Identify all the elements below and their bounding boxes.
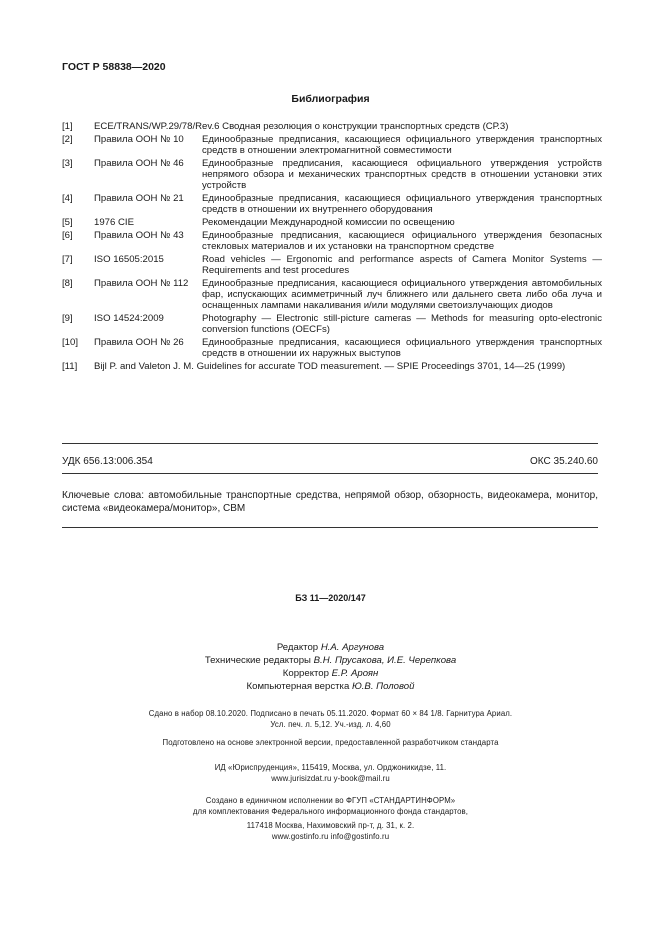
bib-text: Bijl P. and Valeton J. M. Guidelines for accurate TOD measurement. — SPIE Proceedings 3701, 14—25 (1999) bbox=[94, 361, 566, 372]
bib-ref: ISO 16505:2015 bbox=[94, 254, 164, 265]
staff-line bbox=[0, 642, 661, 653]
bib-desc: Photography — Electronic still-picture cameras — Methods for measuring opto-electronic conversion functions (OECFs) bbox=[202, 313, 602, 335]
bib-ref: Правила ООН № 21 bbox=[94, 193, 184, 204]
staff-line bbox=[0, 681, 661, 692]
staff-names: Е.Р. Ароян bbox=[331, 668, 379, 679]
bib-num: [1] bbox=[62, 121, 73, 132]
bib-num: [11] bbox=[62, 361, 78, 372]
bib-num: [6] bbox=[62, 230, 73, 241]
divider bbox=[62, 473, 598, 474]
staff-line bbox=[0, 668, 661, 679]
bibliography-list bbox=[62, 121, 602, 374]
bib-entry bbox=[62, 313, 602, 335]
bib-text: ECE/TRANS/WP.29/78/Rev.6 Сводная резолюция о конструкции транспортных средств (СР.3) bbox=[94, 121, 509, 132]
bib-entry bbox=[62, 121, 602, 132]
bib-desc: Единообразные предписания, касающиеся официального утверждения безопасных стекловых материалов и их установки на транспортном средстве bbox=[202, 230, 602, 252]
bib-num: [3] bbox=[62, 158, 73, 169]
bib-num: [10] bbox=[62, 337, 79, 348]
bib-entry bbox=[62, 217, 602, 228]
created-line: для комплектования Федерального информационного фонда стандартов, bbox=[192, 807, 469, 816]
bib-ref: 1976 CIE bbox=[94, 217, 135, 228]
bib-num: [2] bbox=[62, 134, 73, 145]
divider bbox=[62, 527, 598, 528]
bz-number: БЗ 11—2020/147 bbox=[295, 593, 366, 603]
bib-num: [7] bbox=[62, 254, 73, 265]
bib-num: [4] bbox=[62, 193, 73, 204]
bibliography-title: Библиография bbox=[291, 93, 370, 105]
bib-ref: Правила ООН № 46 bbox=[94, 158, 184, 169]
bib-desc: Road vehicles — Ergonomic and performance aspects of Camera Monitor Systems — Requirements and test procedures bbox=[202, 254, 602, 276]
bib-desc: Рекомендации Международной комиссии по освещению bbox=[202, 217, 455, 228]
bib-num: [9] bbox=[62, 313, 73, 324]
bib-desc: Единообразные предписания, касающиеся официального утверждения автомобильных фар, испускающих асимметричный луч ближнего или дальнего света либо оба луча и оснащенных лампами накаливания и/или модулями светоизлучающих диодов bbox=[202, 278, 602, 311]
bib-ref: Правила ООН № 10 bbox=[94, 134, 184, 145]
bib-entry bbox=[62, 337, 602, 359]
divider bbox=[62, 443, 598, 444]
bib-desc: Единообразные предписания, касающиеся официального утверждения устройств непрямого обзора и механических транспортных средств в отношении установки этих устройств bbox=[202, 158, 602, 191]
staff-names: Ю.В. Половой bbox=[351, 681, 415, 692]
oks-code: ОКС 35.240.60 bbox=[530, 456, 598, 467]
bib-entry bbox=[62, 158, 602, 191]
bib-entry bbox=[62, 254, 602, 276]
bib-entry bbox=[62, 193, 602, 215]
bib-num: [8] bbox=[62, 278, 73, 289]
staff-role: Корректор bbox=[282, 668, 329, 679]
udk-code: УДК 656.13:006.354 bbox=[62, 456, 153, 467]
imprint-line: Усл. печ. л. 5,12. Уч.-изд. л. 4,60 bbox=[270, 720, 391, 729]
bib-desc: Единообразные предписания, касающиеся официального утверждения транспортных средств в отношении их наружных выступов bbox=[202, 337, 602, 359]
bib-ref: ISO 14524:2009 bbox=[94, 313, 164, 324]
staff-role: Редактор bbox=[276, 642, 319, 653]
staff-names: Н.А. Аргунова bbox=[320, 642, 385, 653]
bib-entry bbox=[62, 278, 602, 311]
bib-ref: Правила ООН № 26 bbox=[94, 337, 184, 348]
bib-num: [5] bbox=[62, 217, 73, 228]
bib-ref: Правила ООН № 43 bbox=[94, 230, 184, 241]
bib-desc: Единообразные предписания, касающиеся официального утверждения транспортных средств в отношении их внутреннего оборудования bbox=[202, 193, 602, 215]
bib-desc: Единообразные предписания, касающиеся официального утверждения транспортных средств в отношении электромагнитной совместимости bbox=[202, 134, 602, 156]
web-contacts: www.gostinfo.ru info@gostinfo.ru bbox=[271, 832, 390, 841]
created-line: Создано в единичном исполнении во ФГУП «СТАНДАРТИНФОРМ» bbox=[205, 796, 456, 805]
staff-role: Компьютерная верстка bbox=[246, 681, 350, 692]
address-line: 117418 Москва, Нахимовский пр-т, д. 31, к. 2. bbox=[246, 821, 415, 830]
publisher-line: ИД «Юриспруденция», 115419, Москва, ул. Орджоникидзе, 11. bbox=[214, 763, 447, 772]
bib-entry bbox=[62, 230, 602, 252]
imprint-line: Сдано в набор 08.10.2020. Подписано в печать 05.11.2020. Формат 60 × 84 1/8. Гарнитура Ариал. bbox=[148, 709, 513, 718]
prepared-note: Подготовлено на основе электронной версии, предоставленной разработчиком стандарта bbox=[162, 738, 499, 747]
staff-role: Технические редакторы bbox=[204, 655, 311, 666]
staff-line bbox=[0, 655, 661, 666]
bib-entry bbox=[62, 134, 602, 156]
keywords: Ключевые слова: автомобильные транспортные средства, непрямой обзор, обзорность, видеокамера, монитор, система «видеокамера/монитор», CBM bbox=[62, 490, 598, 514]
bib-ref: Правила ООН № 112 bbox=[94, 278, 189, 289]
staff-names: В.Н. Прусакова, И.Е. Черепкова bbox=[313, 655, 457, 666]
standard-code: ГОСТ Р 58838—2020 bbox=[62, 61, 166, 73]
bib-entry bbox=[62, 361, 602, 372]
publisher-contacts: www.jurisizdat.ru y-book@mail.ru bbox=[271, 774, 390, 783]
classification-row bbox=[62, 456, 598, 467]
